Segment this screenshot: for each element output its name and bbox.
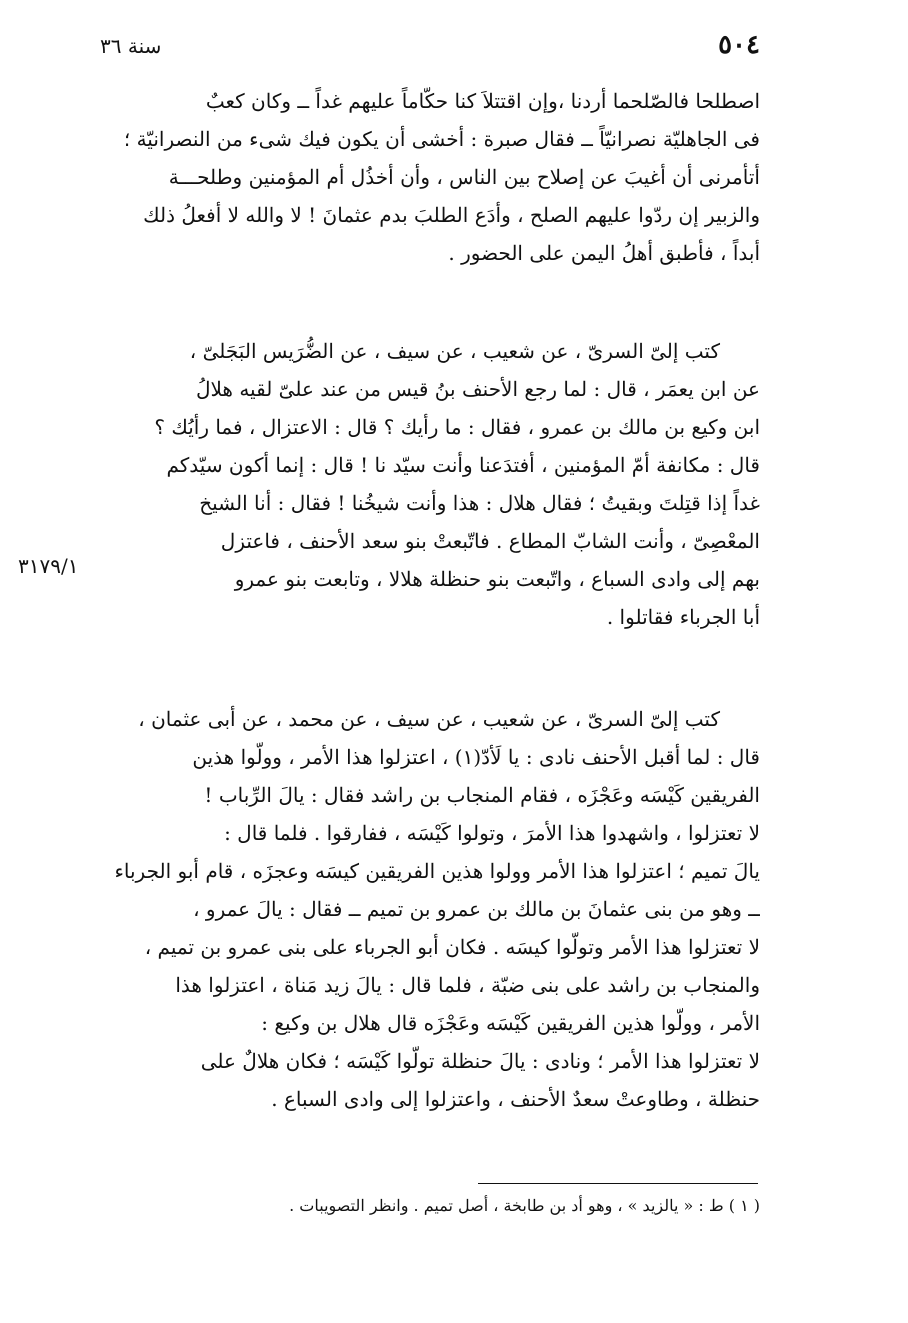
text-line: أبداً ، فأطبق أهلُ اليمن على الحضور . <box>448 241 760 265</box>
text-line: فى الجاهليّة نصرانيّاً ــ فقال صبرة : أخشى أن يكون فيك شىء من النصرانيّة ؛ <box>123 127 760 151</box>
text-line: كتب إلىّ السرىّ ، عن شعيب ، عن سيف ، عن محمد ، عن أبى عثمان ، <box>138 707 720 731</box>
footnote: ( ١ ) ط : « يالزيد » ، وهو أد بن طابخة ، أصل تميم . وانظر التصويبات . <box>289 1196 760 1215</box>
text-line: لا تعتزلوا هذا الأمر ؛ ونادى : يالَ حنظلة تولّوا كَيْسَه ؛ فكان هلالٌ على <box>200 1049 760 1073</box>
margin-reference: ٣١٧٩/١ <box>18 554 79 578</box>
text-line: عن ابن يعمَر ، قال : لما رجع الأحنف بنُ قيس من عند علىّ لقيه هلالُ <box>195 377 760 401</box>
text-line: الفريقين كَيْسَه وعَجْزَه ، فقام المنجاب بن راشد فقال : يالَ الرِّباب ! <box>204 783 760 807</box>
text-line: يالَ تميم ؛ اعتزلوا هذا الأمر وولوا هذين الفريقين كيسَه وعجزَه ، قام أبو الجرباء <box>114 859 760 883</box>
text-line: والمنجاب بن راشد على بنى ضبّة ، فلما قال : يالَ زيد مَناة ، اعتزلوا هذا <box>175 973 760 997</box>
paragraph-2 <box>100 332 760 636</box>
text-line: غداً إذا قتِلتَ وبقيتُ ؛ فقال هلال : هذا وأنت شيخُنا ! فقال : أنا الشيخ <box>199 491 760 515</box>
paragraph-1 <box>100 82 760 272</box>
text-line: اصطلحا فالصّلحما أردنا ،وإن اقتتلاَ كنا حكّاماً عليهم غداً ــ وكان كعبٌ <box>205 89 760 113</box>
text-line: لا تعتزلوا هذا الأمر وتولّوا كيسَه . فكان أبو الجرباء على بنى عمرو بن تميم ، <box>144 935 760 959</box>
text-line: أتأمرنى أن أغيبَ عن إصلاح بين الناس ، وأن أخذُل أم المؤمنين وطلحـــة <box>168 165 760 189</box>
text-line: الأمر ، وولّوا هذين الفريقين كَيْسَه وعَجْزَه قال هلال بن وكيع : <box>261 1011 760 1035</box>
text-line: المعْصِىّ ، وأنت الشابّ المطاع . فاتّبعتْ بنو سعد الأحنف ، فاعتزل <box>220 529 760 553</box>
text-line: ــ وهو من بنى عثمانَ بن مالك بن عمرو بن تميم ــ فقال : يالَ عمرو ، <box>193 897 760 921</box>
running-header-year: سنة ٣٦ <box>100 34 162 58</box>
text-line: كتب إلىّ السرىّ ، عن شعيب ، عن سيف ، عن الضُّرَيس البَجَلىّ ، <box>189 339 720 363</box>
text-line: والزبير إن ردّوا عليهم الصلح ، وأدَع الطلبَ بدم عثمانَ ! لا والله لا أفعلُ ذلك <box>143 203 760 227</box>
text-line: لا تعتزلوا ، واشهدوا هذا الأمرَ ، وتولوا كَيْسَه ، ففارقوا . فلما قال : <box>224 821 760 845</box>
text-line: حنظلة ، وطاوعتْ سعدٌ الأحنف ، واعتزلوا إلى وادى السباع . <box>271 1087 760 1111</box>
paragraph-3 <box>100 700 760 1118</box>
page-header <box>100 30 760 66</box>
text-line: قال : لما أقبل الأحنف نادى : يا لَأدّ(١) ، اعتزلوا هذا الأمر ، وولّوا هذين <box>192 745 760 769</box>
text-line: قال : مكانفة أمّ المؤمنين ، أفتدَعنا وأنت سيّد نا ! قال : إنما أكون سيّدكم <box>166 453 760 477</box>
text-line: بهم إلى وادى السباع ، واتّبعت بنو حنظلة هلالا ، وتابعت بنو عمرو <box>234 567 760 591</box>
text-line: أبا الجرباء فقاتلوا . <box>606 605 760 629</box>
footnote-divider <box>478 1183 758 1184</box>
text-line: ابن وكيع بن مالك بن عمرو ، فقال : ما رأيك ؟ قال : الاعتزال ، فما رأيُك ؟ <box>154 415 760 439</box>
page-number: ٥٠٤ <box>718 30 760 60</box>
